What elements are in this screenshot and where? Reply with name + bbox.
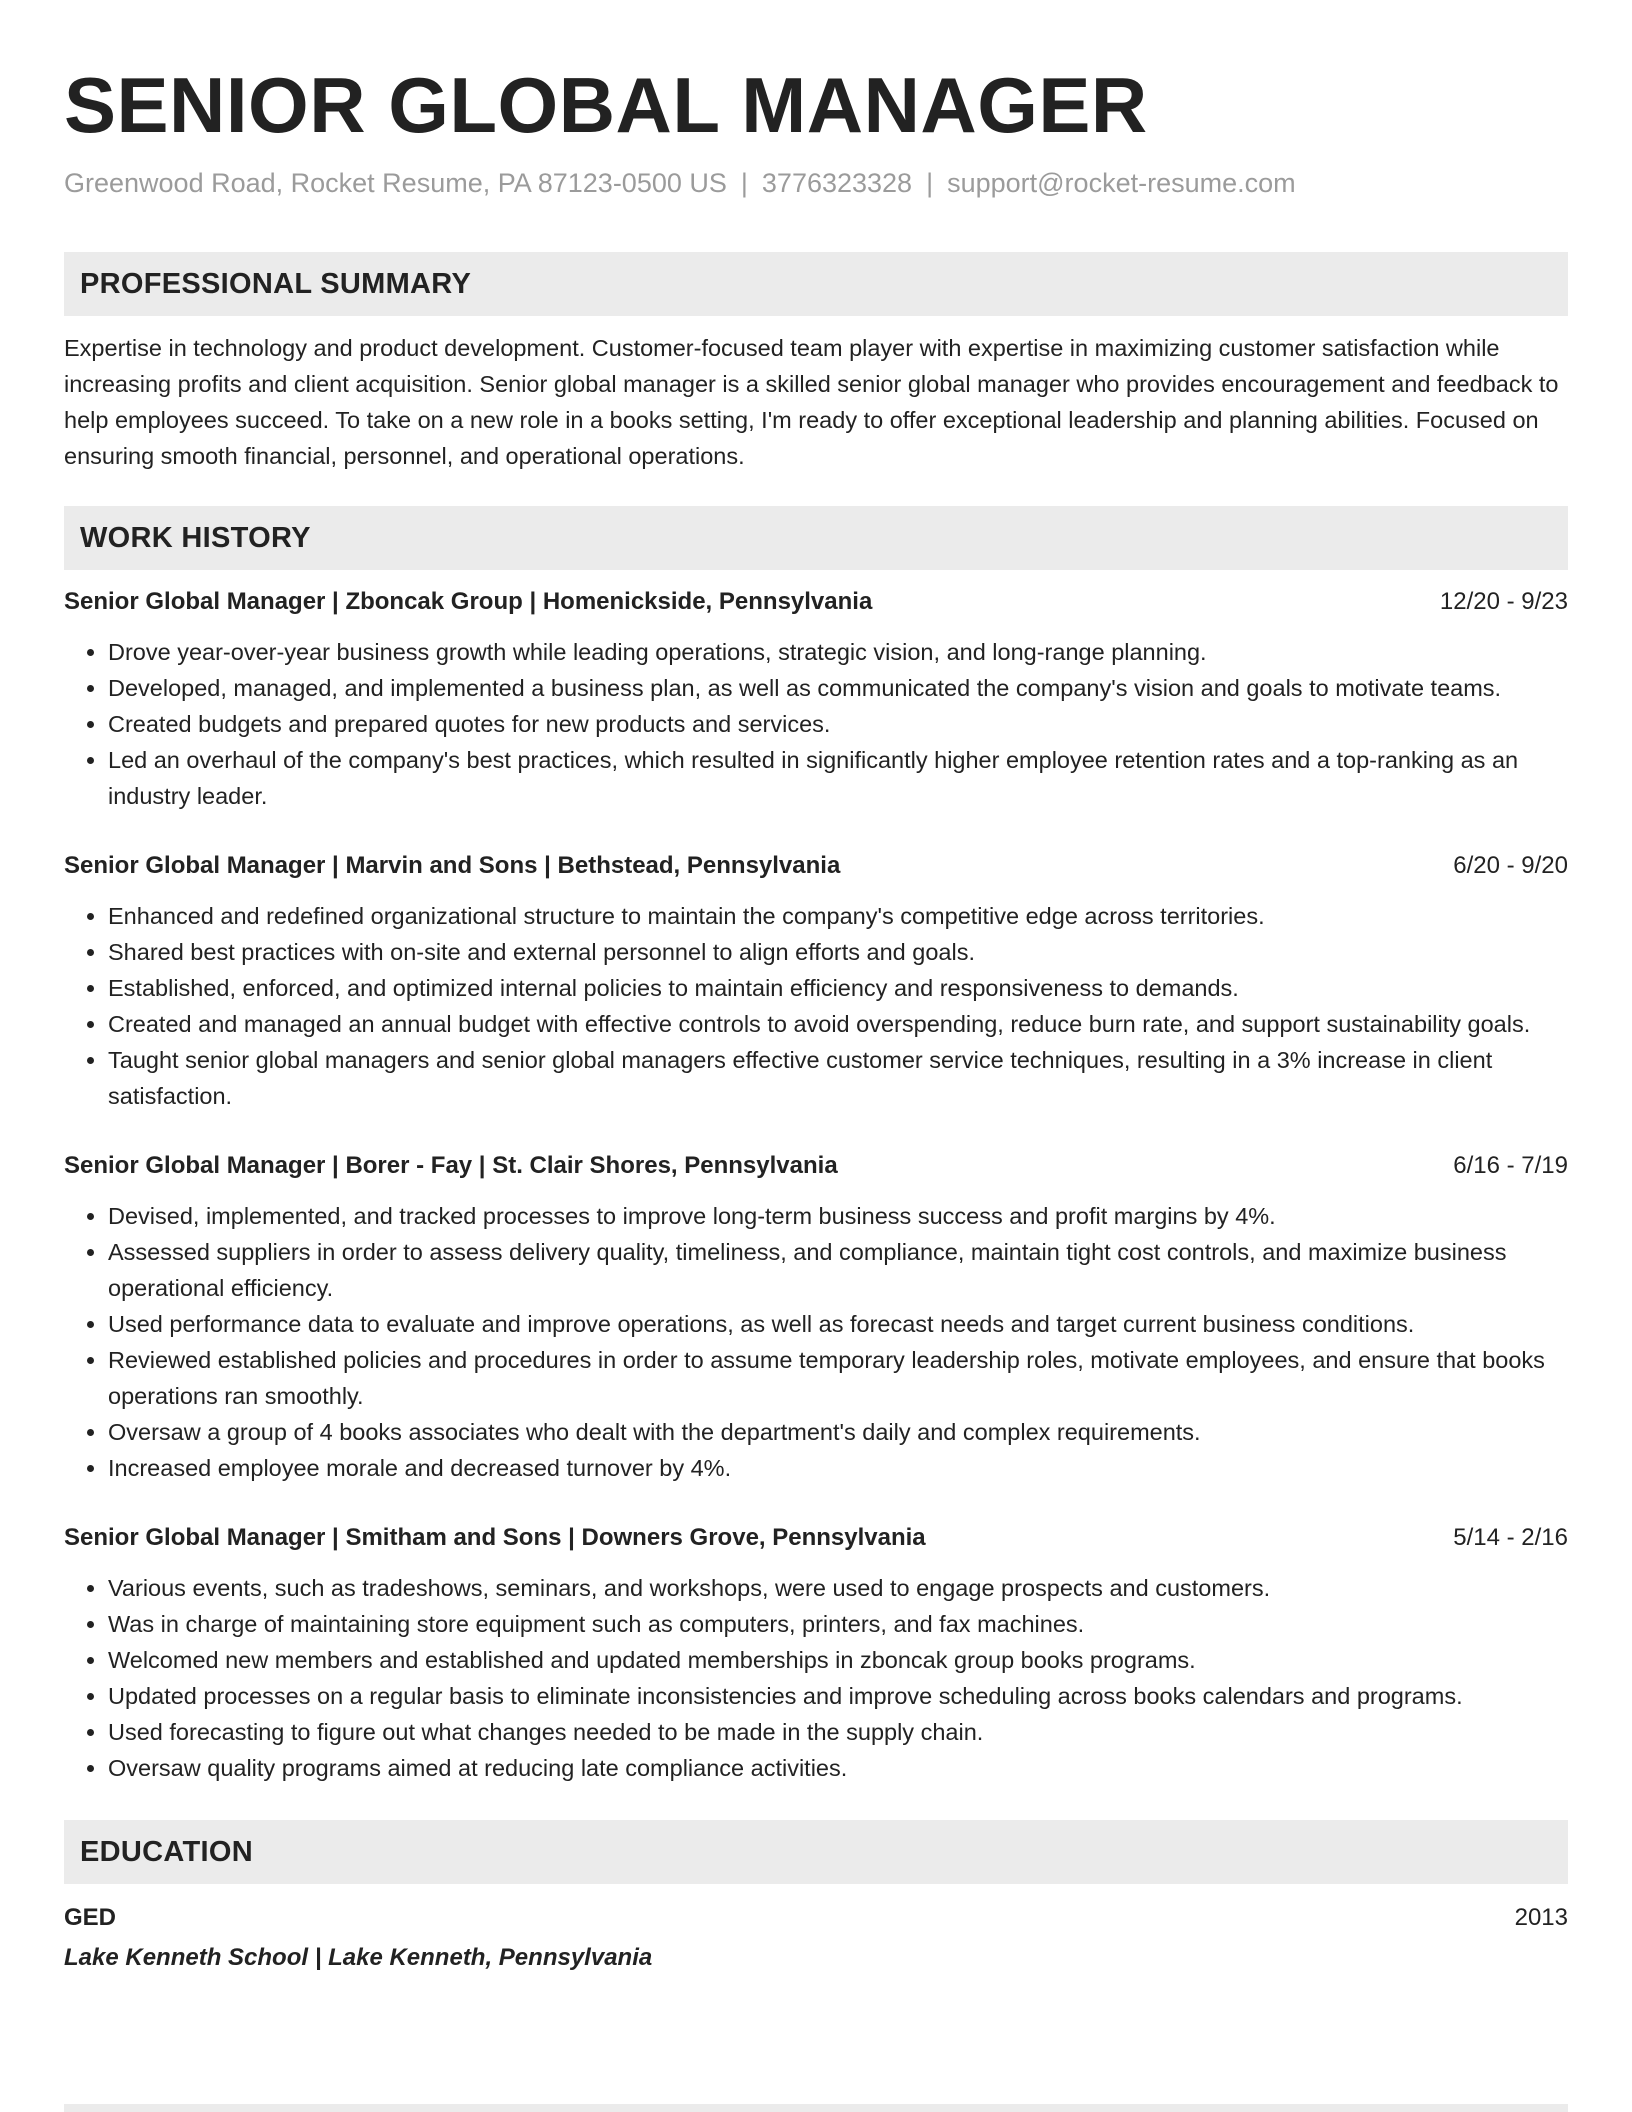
summary-section-header bbox=[64, 252, 1568, 316]
job-bullet: • Established, enforced, and optimized internal policies to maintain efficiency and responsiveness to demands. bbox=[108, 970, 1568, 1006]
job-header bbox=[64, 584, 1568, 620]
job-entry bbox=[64, 1148, 1568, 1486]
job-header bbox=[64, 1520, 1568, 1556]
job-header bbox=[64, 1148, 1568, 1184]
job-bullet: • Shared best practices with on-site and external personnel to align efforts and goals. bbox=[108, 934, 1568, 970]
job-bullet: • Used forecasting to figure out what changes needed to be made in the supply chain. bbox=[108, 1714, 1568, 1750]
work-section-header bbox=[64, 506, 1568, 570]
job-bullet: • Increased employee morale and decreased turnover by 4%. bbox=[108, 1450, 1568, 1486]
job-bullet: • Devised, implemented, and tracked processes to improve long-term business success and profit margins by 4%. bbox=[108, 1198, 1568, 1234]
job-entry bbox=[64, 1520, 1568, 1786]
job-bullet: • Assessed suppliers in order to assess delivery quality, timeliness, and compliance, maintain tight cost controls, and maximize business operational efficiency. bbox=[108, 1234, 1568, 1306]
job-bullet: • Updated processes on a regular basis to eliminate inconsistencies and improve scheduling across books calendars and programs. bbox=[108, 1678, 1568, 1714]
contact-phone: 3776323328 bbox=[761, 168, 913, 198]
education-degree: GED bbox=[64, 1904, 117, 1931]
job-bullet-list bbox=[64, 1570, 1568, 1786]
job-bullet: • Reviewed established policies and procedures in order to assume temporary leadership roles, motivate employees, and ensure that books operations ran smoothly. bbox=[108, 1342, 1568, 1414]
job-dates: 6/16 - 7/19 bbox=[1453, 1152, 1568, 1179]
job-bullet-list bbox=[64, 634, 1568, 814]
job-heading: Senior Global Manager | Marvin and Sons | Bethstead, Pennsylvania bbox=[64, 852, 841, 879]
summary-text: Expertise in technology and product development. Customer-focused team player with expertise in maximizing customer satisfaction while increasing profits and client acquisition. Senior global manager is a skilled senior global manager who provides encouragement and feedback to help employees succeed. To take on a new role in a books setting, I'm ready to offer exceptional leadership and planning abilities. Focused on ensuring smooth financial, personnel, and operational operations. bbox=[64, 335, 1559, 469]
resume-page bbox=[64, 58, 1568, 1976]
work-section-title: WORK HISTORY bbox=[80, 521, 311, 554]
job-bullet: • Oversaw a group of 4 books associates who dealt with the department's daily and complex requirements. bbox=[108, 1414, 1568, 1450]
education-section-header bbox=[64, 1820, 1568, 1884]
job-bullet-list bbox=[64, 1198, 1568, 1486]
job-dates: 6/20 - 9/20 bbox=[1453, 852, 1568, 879]
job-bullet: • Developed, managed, and implemented a business plan, as well as communicated the company's vision and goals to motivate teams. bbox=[108, 670, 1568, 706]
job-bullet: • Led an overhaul of the company's best practices, which resulted in significantly higher employee retention rates and a top-ranking as an industry leader. bbox=[108, 742, 1568, 814]
candidate-name: SENIOR GLOBAL MANAGER bbox=[64, 61, 1148, 149]
contact-separator: | bbox=[740, 168, 748, 198]
job-bullet: • Drove year-over-year business growth while leading operations, strategic vision, and long-range planning. bbox=[108, 634, 1568, 670]
job-dates: 12/20 - 9/23 bbox=[1439, 588, 1568, 615]
next-section-header-partial bbox=[64, 2104, 1568, 2112]
contact-email: support@rocket-resume.com bbox=[947, 168, 1296, 198]
education-section-title: EDUCATION bbox=[80, 1835, 253, 1868]
education-year: 2013 bbox=[1514, 1904, 1568, 1931]
contact-line bbox=[64, 166, 1568, 200]
contact-separator: | bbox=[926, 168, 934, 198]
job-entry bbox=[64, 848, 1568, 1114]
job-bullet: • Created budgets and prepared quotes for new products and services. bbox=[108, 706, 1568, 742]
job-bullet: • Taught senior global managers and senior global managers effective customer service techniques, resulting in a 3% increase in client satisfaction. bbox=[108, 1042, 1568, 1114]
summary-section-title: PROFESSIONAL SUMMARY bbox=[80, 267, 472, 300]
job-bullet: • Welcomed new members and established and updated memberships in zboncak group books programs. bbox=[108, 1642, 1568, 1678]
contact-address: Greenwood Road, Rocket Resume, PA 87123-0500 US bbox=[64, 168, 727, 198]
job-heading: Senior Global Manager | Smitham and Sons | Downers Grove, Pennsylvania bbox=[64, 1524, 926, 1551]
job-bullet: • Created and managed an annual budget with effective controls to avoid overspending, reduce burn rate, and support sustainability goals. bbox=[108, 1006, 1568, 1042]
job-header bbox=[64, 848, 1568, 884]
job-dates: 5/14 - 2/16 bbox=[1453, 1524, 1568, 1551]
job-entry bbox=[64, 584, 1568, 814]
job-bullet: • Oversaw quality programs aimed at reducing late compliance activities. bbox=[108, 1750, 1568, 1786]
job-bullet-list bbox=[64, 898, 1568, 1114]
job-heading: Senior Global Manager | Zboncak Group | Homenickside, Pennsylvania bbox=[64, 588, 873, 615]
job-heading: Senior Global Manager | Borer - Fay | St. Clair Shores, Pennsylvania bbox=[64, 1152, 838, 1179]
job-bullet: • Was in charge of maintaining store equipment such as computers, printers, and fax machines. bbox=[108, 1606, 1568, 1642]
job-bullet: • Enhanced and redefined organizational structure to maintain the company's competitive edge across territories. bbox=[108, 898, 1568, 934]
job-bullet: • Used performance data to evaluate and improve operations, as well as forecast needs and target current business conditions. bbox=[108, 1306, 1568, 1342]
job-bullet: • Various events, such as tradeshows, seminars, and workshops, were used to engage prospects and customers. bbox=[108, 1570, 1568, 1606]
education-entry bbox=[64, 1900, 1568, 1936]
education-school: Lake Kenneth School | Lake Kenneth, Pennsylvania bbox=[64, 1944, 653, 1971]
